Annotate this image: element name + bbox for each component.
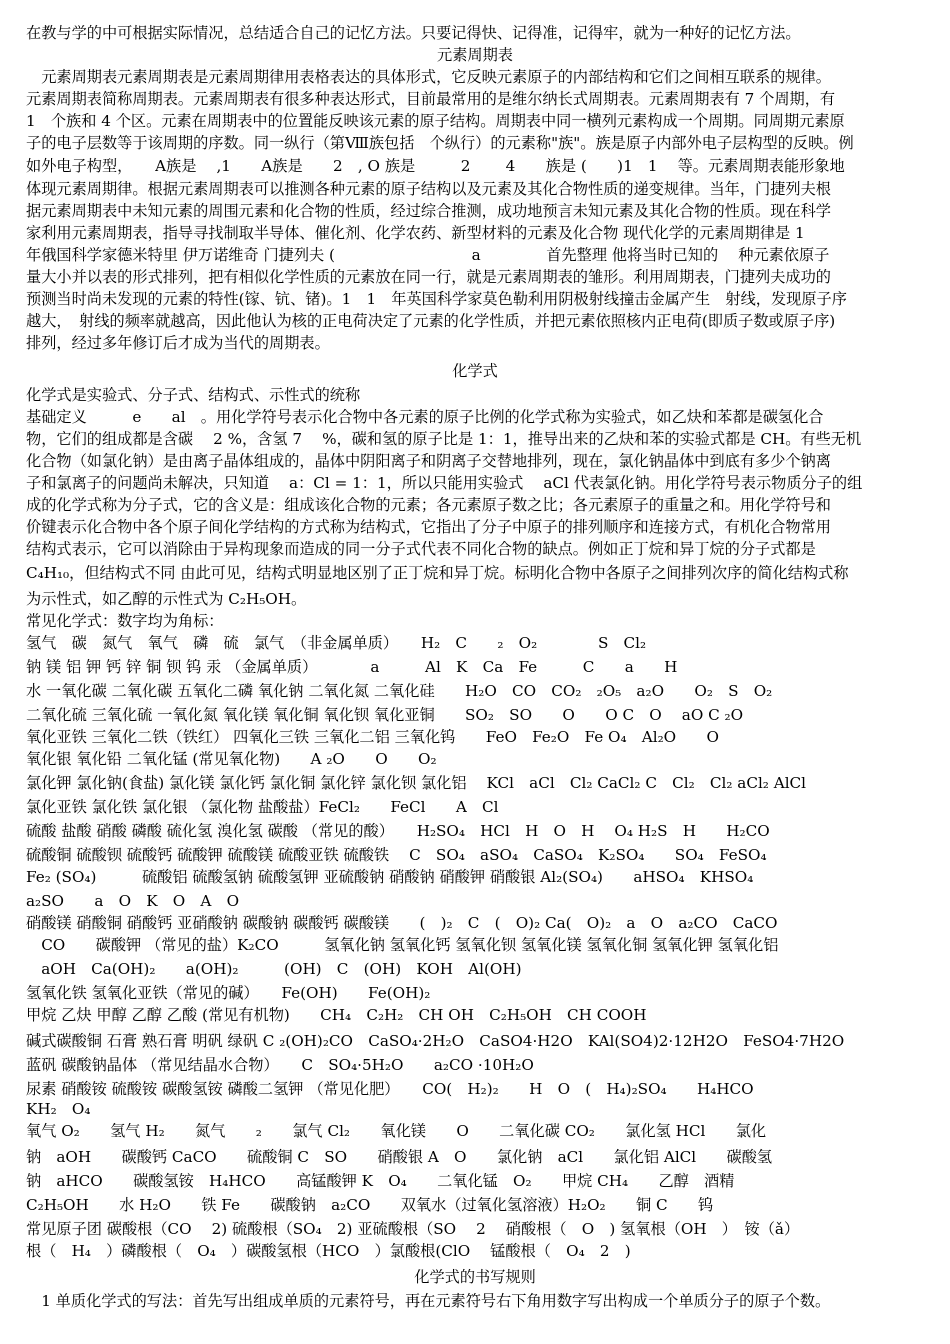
text-line: 家利用元素周期表，指导寻找制取半导体、催化剂、化学农药、新型材料的元素及化合物 现代化学的元素周期律是 1 bbox=[26, 224, 805, 242]
text-line: 硫酸 盐酸 硝酸 磷酸 硫化氢 溴化氢 碳酸 （常见的酸） H₂SO₄ HCl H O H O₄ H₂S H H₂CO bbox=[26, 822, 770, 840]
text-line: 钠 aOH 碳酸钙 CaCO 硫酸铜 C SO 硝酸银 A O 氯化钠 aCl 氯化铝 AlCl 碳酸氢 bbox=[26, 1148, 773, 1166]
text-line: 价键表示化合物中各个原子间化学结构的方式称为结构式，它指出了分子中原子的排列顺序和连接方式，有机化合物常用 bbox=[26, 518, 831, 536]
text-line: 根（ H₄ ）磷酸根（ O₄ ）碳酸氢根（HCO ）氯酸根(ClO 锰酸根（ O₄ 2 ) bbox=[26, 1242, 631, 1260]
text-line: 物，它们的组成都是含碳 2 %，含氢 7 %，碳和氢的原子比是 1：1，推导出来的乙炔和苯的实验式都是 CH。有些无机 bbox=[26, 430, 862, 448]
text-line: 硫酸铜 硫酸钡 硫酸钙 硫酸钾 硫酸镁 硫酸亚铁 硫酸铁 C SO₄ aSO₄ CaSO₄ K₂SO₄ SO₄ FeSO₄ bbox=[26, 846, 767, 864]
text-line: 二氧化硫 三氧化硫 一氧化氮 氧化镁 氧化铜 氧化钡 氧化亚铜 SO₂ SO O O C O aO C ₂O bbox=[26, 706, 744, 724]
text-line: 如外电子构型， A族是 ,1 A族是 2 , O 族是 2 4 族是 ( )1 1 等。元素周期表能形象地 bbox=[26, 157, 845, 175]
text-line: 1 单质化学式的写法：首先写出组成单质的元素符号，再在元素符号右下角用数字写出构成一个单质分子的原子个数。 bbox=[26, 1292, 831, 1310]
text-line: 钠 aHCO 碳酸氢铵 H₄HCO 高锰酸钾 K O₄ 二氧化锰 O₂ 甲烷 CH₄ 乙醇 酒精 bbox=[26, 1172, 735, 1190]
text-line: 体现元素周期律。根据元素周期表可以推测各种元素的原子结构以及元素及其化合物性质的递变规律。当年，门捷列夫根 bbox=[26, 180, 831, 198]
text-line: 基础定义 e al 。用化学符号表示化合物中各元素的原子比例的化学式称为实验式，如乙炔和苯都是碳氢化合 bbox=[26, 408, 824, 426]
text-line: a₂SO a O K O A O bbox=[26, 892, 240, 910]
section-title-writing-rules: 化学式的书写规则 bbox=[414, 1268, 536, 1286]
text-line: C₄H₁₀，但结构式不同 由此可见，结构式明显地区别了正丁烷和异丁烷。标明化合物中各原子之间排列次序的简化结构式称 bbox=[26, 564, 849, 582]
text-line: 预测当时尚未发现的元素的特性(镓、钪、锗)。1 1 年英国科学家莫色勒利用阴极射线撞击金属产生 射线，发现原子序 bbox=[26, 290, 847, 308]
text-line: 常见化学式：数字均为角标： bbox=[26, 612, 224, 630]
text-line: C₂H₅OH 水 H₂O 铁 Fe 碳酸钠 a₂CO 双氧水（过氧化氢溶液）H₂O₂ 铜 C 钨 bbox=[26, 1196, 714, 1214]
text-line: 化学式是实验式、分子式、结构式、示性式的统称 bbox=[26, 386, 361, 404]
text-line: 尿素 硝酸铵 硫酸铵 碳酸氢铵 磷酸二氢钾 （常见化肥） CO( H₂)₂ H O ( H₄)₂SO₄ H₄HCO bbox=[26, 1080, 754, 1098]
text-line: 为示性式，如乙醇的示性式为 C₂H₅OH。 bbox=[26, 590, 307, 608]
text-line: 蓝矾 碳酸钠晶体 （常见结晶水合物） C SO₄·5H₂O a₂CO ·10H₂O bbox=[26, 1056, 534, 1074]
text-line: 氧气 O₂ 氢气 H₂ 氮气 ₂ 氯气 Cl₂ 氧化镁 O 二氧化碳 CO₂ 氯化氢 HCl 氯化 bbox=[26, 1122, 767, 1140]
text-line: 成的化学式称为分子式，它的含义是：组成该化合物的元素；各元素原子数之比；各元素原子的重量之和。用化学符号和 bbox=[26, 496, 831, 514]
text-line: 水 一氧化碳 二氧化碳 五氧化二磷 氧化钠 二氧化氮 二氧化硅 H₂O CO CO₂ ₂O₅ a₂O O₂ S O₂ bbox=[26, 682, 773, 700]
text-line: 排列，经过多年修订后才成为当代的周期表。 bbox=[26, 334, 330, 352]
text-line: 常见原子团 碳酸根（CO 2) 硫酸根（SO₄ 2) 亚硫酸根（SO 2 硝酸根（ O ) 氢氧根（OH ） 铵（ǎ） bbox=[26, 1220, 800, 1238]
text-line: 结构式表示，它可以消除由于异构现象而造成的同一分子式代表不同化合物的缺点。例如正丁烷和异丁烷的分子式都是 bbox=[26, 540, 816, 558]
text-line: 氢氧化铁 氢氧化亚铁（常见的碱） Fe(OH) Fe(OH)₂ bbox=[26, 984, 431, 1002]
text-line: 氯化亚铁 氯化铁 氯化银 （氯化物 盐酸盐）FeCl₂ FeCl A Cl bbox=[26, 798, 499, 816]
text-line: 元素周期表元素周期表是元素周期律用表格表达的具体形式，它反映元素原子的内部结构和它们之间相互联系的规律。 bbox=[26, 68, 831, 86]
text-line: 化合物（如氯化钠）是由离子晶体组成的，晶体中阴阳离子和阴离子交替地排列，现在，氯化钠晶体中到底有多少个钠离 bbox=[26, 452, 831, 470]
text-line: 量大小并以表的形式排列，把有相似化学性质的元素放在同一行，就是元素周期表的雏形。利用周期表，门捷列夫成功的 bbox=[26, 268, 831, 286]
section-title-chemical-formula: 化学式 bbox=[452, 362, 498, 380]
text-line: 越大， 射线的频率就越高，因此他认为核的正电荷决定了元素的化学性质，并把元素依照核内正电荷(即质子数或原子序) bbox=[26, 312, 836, 330]
section-title-periodic-table: 元素周期表 bbox=[437, 46, 513, 64]
text-line: 年俄国科学家德米特里 伊万诺维奇 门捷列夫 ( a 首先整理 他将当时已知的 种元素依原子 bbox=[26, 246, 830, 264]
text-line: aOH Ca(OH)₂ a(OH)₂ (OH) C (OH) KOH Al(OH) bbox=[26, 960, 522, 978]
text-line: 子和氯离子的问题尚未解决，只知道 a：Cl = 1：1，所以只能用实验式 aCl 代表氯化钠。用化学符号表示物质分子的组 bbox=[26, 474, 863, 492]
text-line: 甲烷 乙炔 甲醇 乙醇 乙酸 (常见有机物) CH₄ C₂H₂ CH OH C₂H₅OH CH COOH bbox=[26, 1006, 647, 1024]
text-line: 在教与学的中可根据实际情况，总结适合自己的记忆方法。只要记得快、记得准，记得牢，就为一种好的记忆方法。 bbox=[26, 24, 801, 42]
text-line: 子的电子层数等于该周期的序数。同一纵行（第Ⅷ族包括 个纵行）的元素称"族"。族是原子内部外电子层构型的反映。例 bbox=[26, 134, 854, 152]
text-line: 硝酸镁 硝酸铜 硝酸钙 亚硝酸钠 碳酸钠 碳酸钙 碳酸镁 ( )₂ C ( O)₂ Ca( O)₂ a O a₂CO CaCO bbox=[26, 914, 778, 932]
text-line: KH₂ O₄ bbox=[26, 1100, 91, 1118]
text-line: 氢气 碳 氮气 氧气 磷 硫 氯气 （非金属单质） H₂ C ₂ O₂ S Cl₂ bbox=[26, 634, 647, 652]
text-line: 1 个族和 4 个区。元素在周期表中的位置能反映该元素的原子结构。周期表中同一横列元素构成一个周期。同周期元素原 bbox=[26, 112, 845, 130]
text-line: 钠 镁 铝 钾 钙 锌 铜 钡 钨 汞 （金属单质） a Al K Ca Fe C a H bbox=[26, 658, 678, 676]
text-line: CO 碳酸钾 （常见的盐）K₂CO 氢氧化钠 氢氧化钙 氢氧化钡 氢氧化镁 氢氧化铜 氢氧化钾 氢氧化铝 bbox=[26, 936, 779, 954]
text-line: 氧化亚铁 三氧化二铁（铁红） 四氧化三铁 三氧化二铝 三氧化钨 FeO Fe₂O Fe O₄ Al₂O O bbox=[26, 728, 719, 746]
text-line: 氯化钾 氯化钠(食盐) 氯化镁 氯化钙 氯化铜 氯化锌 氯化钡 氯化铝 KCl aCl Cl₂ CaCl₂ C Cl₂ Cl₂ aCl₂ AlCl bbox=[26, 774, 807, 792]
text-line: Fe₂ (SO₄) 硫酸铝 硫酸氢钠 硫酸氢钾 亚硫酸钠 硝酸钠 硝酸钾 硝酸银 Al₂(SO₄) aHSO₄ KHSO₄ bbox=[26, 868, 754, 886]
text-line: 氧化银 氧化铅 二氧化锰 (常见氧化物) A ₂O O O₂ bbox=[26, 750, 437, 768]
text-line: 据元素周期表中未知元素的周围元素和化合物的性质，经过综合推测，成功地预言未知元素及其化合物的性质。现在科学 bbox=[26, 202, 831, 220]
text-line: 碱式碳酸铜 石膏 熟石膏 明矾 绿矾 C ₂(OH)₂CO CaSO₄·2H₂O CaSO4·H2O KAl(SO4)2·12H2O FeSO4·7H2O bbox=[26, 1032, 845, 1050]
text-line: 元素周期表简称周期表。元素周期表有很多种表达形式，目前最常用的是维尔纳长式周期表。元素周期表有 7 个周期，有 bbox=[26, 90, 836, 108]
